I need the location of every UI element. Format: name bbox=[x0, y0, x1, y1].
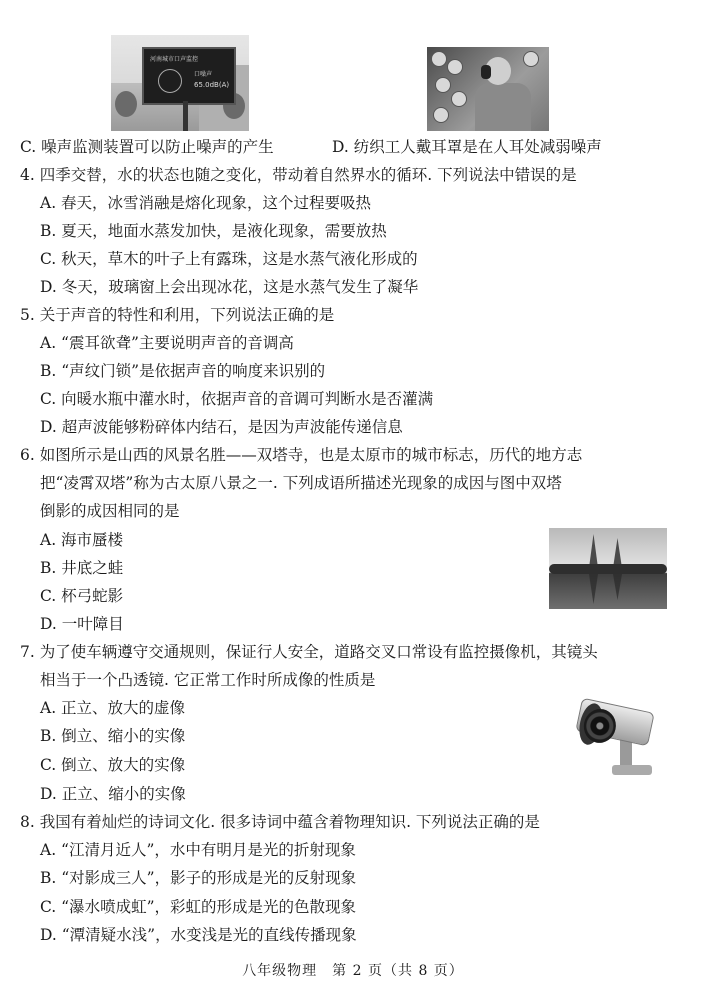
q6-option-d[interactable]: D. 一叶障目 bbox=[40, 615, 124, 633]
q4-option-a[interactable]: A. 春天，冰雪消融是熔化现象，这个过程要吸热 bbox=[40, 194, 372, 212]
twin-pagoda-photo bbox=[549, 528, 667, 609]
q5-option-b[interactable]: B. “声纹门锁”是依据声音的响度来识别的 bbox=[40, 362, 326, 380]
board-reading: 65.0dB(A) bbox=[194, 81, 230, 89]
q6-option-c[interactable]: C. 杯弓蛇影 bbox=[40, 587, 124, 605]
q8-stem: 8. 我国有着灿烂的诗词文化. 很多诗词中蕴含着物理知识. 下列说法正确的是 bbox=[20, 813, 540, 831]
q7-option-c[interactable]: C. 倒立、放大的实像 bbox=[40, 756, 186, 774]
textile-worker-photo bbox=[427, 47, 549, 131]
q8-option-d[interactable]: D. “潭清疑水浅”，水变浅是光的直线传播现象 bbox=[40, 926, 357, 944]
camera-icon bbox=[575, 698, 654, 747]
q5-option-d[interactable]: D. 超声波能够粉碎体内结石，是因为声波能传递信息 bbox=[40, 418, 403, 436]
q6-option-b[interactable]: B. 井底之蛙 bbox=[40, 559, 124, 577]
board-title: 河南城市口声监控 bbox=[150, 56, 199, 63]
q7-stem-line-2: 相当于一个凸透镜. 它正常工作时所成像的性质是 bbox=[40, 671, 376, 689]
q7-option-d[interactable]: D. 正立、缩小的实像 bbox=[40, 785, 186, 803]
q6-stem-line-2: 把“凌霄双塔”称为古太原八景之一. 下列成语所描述光现象的成因与图中双塔 bbox=[40, 474, 562, 492]
q4-stem: 4. 四季交替，水的状态也随之变化，带动着自然界水的循环. 下列说法中错误的是 bbox=[20, 166, 577, 184]
q7-option-a[interactable]: A. 正立、放大的虚像 bbox=[40, 699, 186, 717]
q7-option-b[interactable]: B. 倒立、缩小的实像 bbox=[40, 727, 186, 745]
page-footer: 八年级物理 第 2 页（共 8 页） bbox=[242, 963, 464, 979]
q4-option-c[interactable]: C. 秋天，草木的叶子上有露珠，这是水蒸气液化形成的 bbox=[40, 250, 418, 268]
q5-option-a[interactable]: A. “震耳欲聋”主要说明声音的音调高 bbox=[40, 334, 294, 352]
q3-option-c[interactable]: C. 噪声监测装置可以防止噪声的产生 bbox=[20, 138, 274, 156]
q6-stem-line-3: 倒影的成因相同的是 bbox=[40, 502, 180, 520]
q4-option-d[interactable]: D. 冬天，玻璃窗上会出现冰花，这是水蒸气发生了凝华 bbox=[40, 278, 419, 296]
earmuff-icon bbox=[481, 65, 491, 79]
q5-stem: 5. 关于声音的特性和利用，下列说法正确的是 bbox=[20, 306, 335, 324]
noise-display-board bbox=[142, 47, 236, 105]
q8-option-a[interactable]: A. “江清月近人”，水中有明月是光的折射现象 bbox=[40, 841, 356, 859]
noise-monitor-photo bbox=[111, 35, 249, 131]
q7-stem-line-1: 7. 为了使车辆遵守交通规则，保证行人安全，道路交叉口常设有监控摄像机，其镜头 bbox=[20, 643, 598, 661]
board-label: 口噪声 bbox=[194, 71, 213, 78]
surveillance-camera-photo bbox=[560, 695, 669, 781]
q8-option-c[interactable]: C. “瀑水喷成虹”，彩虹的形成是光的色散现象 bbox=[40, 898, 357, 916]
q6-stem-line-1: 6. 如图所示是山西的风景名胜——双塔寺，也是太原市的城市标志，历代的地方志 bbox=[20, 446, 583, 464]
q4-option-b[interactable]: B. 夏天，地面水蒸发加快，是液化现象，需要放热 bbox=[40, 222, 387, 240]
q3-option-d[interactable]: D. 纺织工人戴耳罩是在人耳处减弱噪声 bbox=[332, 138, 602, 156]
q5-option-c[interactable]: C. 向暖水瓶中灌水时，依据声音的音调可判断水是否灌满 bbox=[40, 390, 434, 408]
q6-option-a[interactable]: A. 海市蜃楼 bbox=[40, 531, 124, 549]
q8-option-b[interactable]: B. “对影成三人”，影子的形成是光的反射现象 bbox=[40, 869, 357, 887]
